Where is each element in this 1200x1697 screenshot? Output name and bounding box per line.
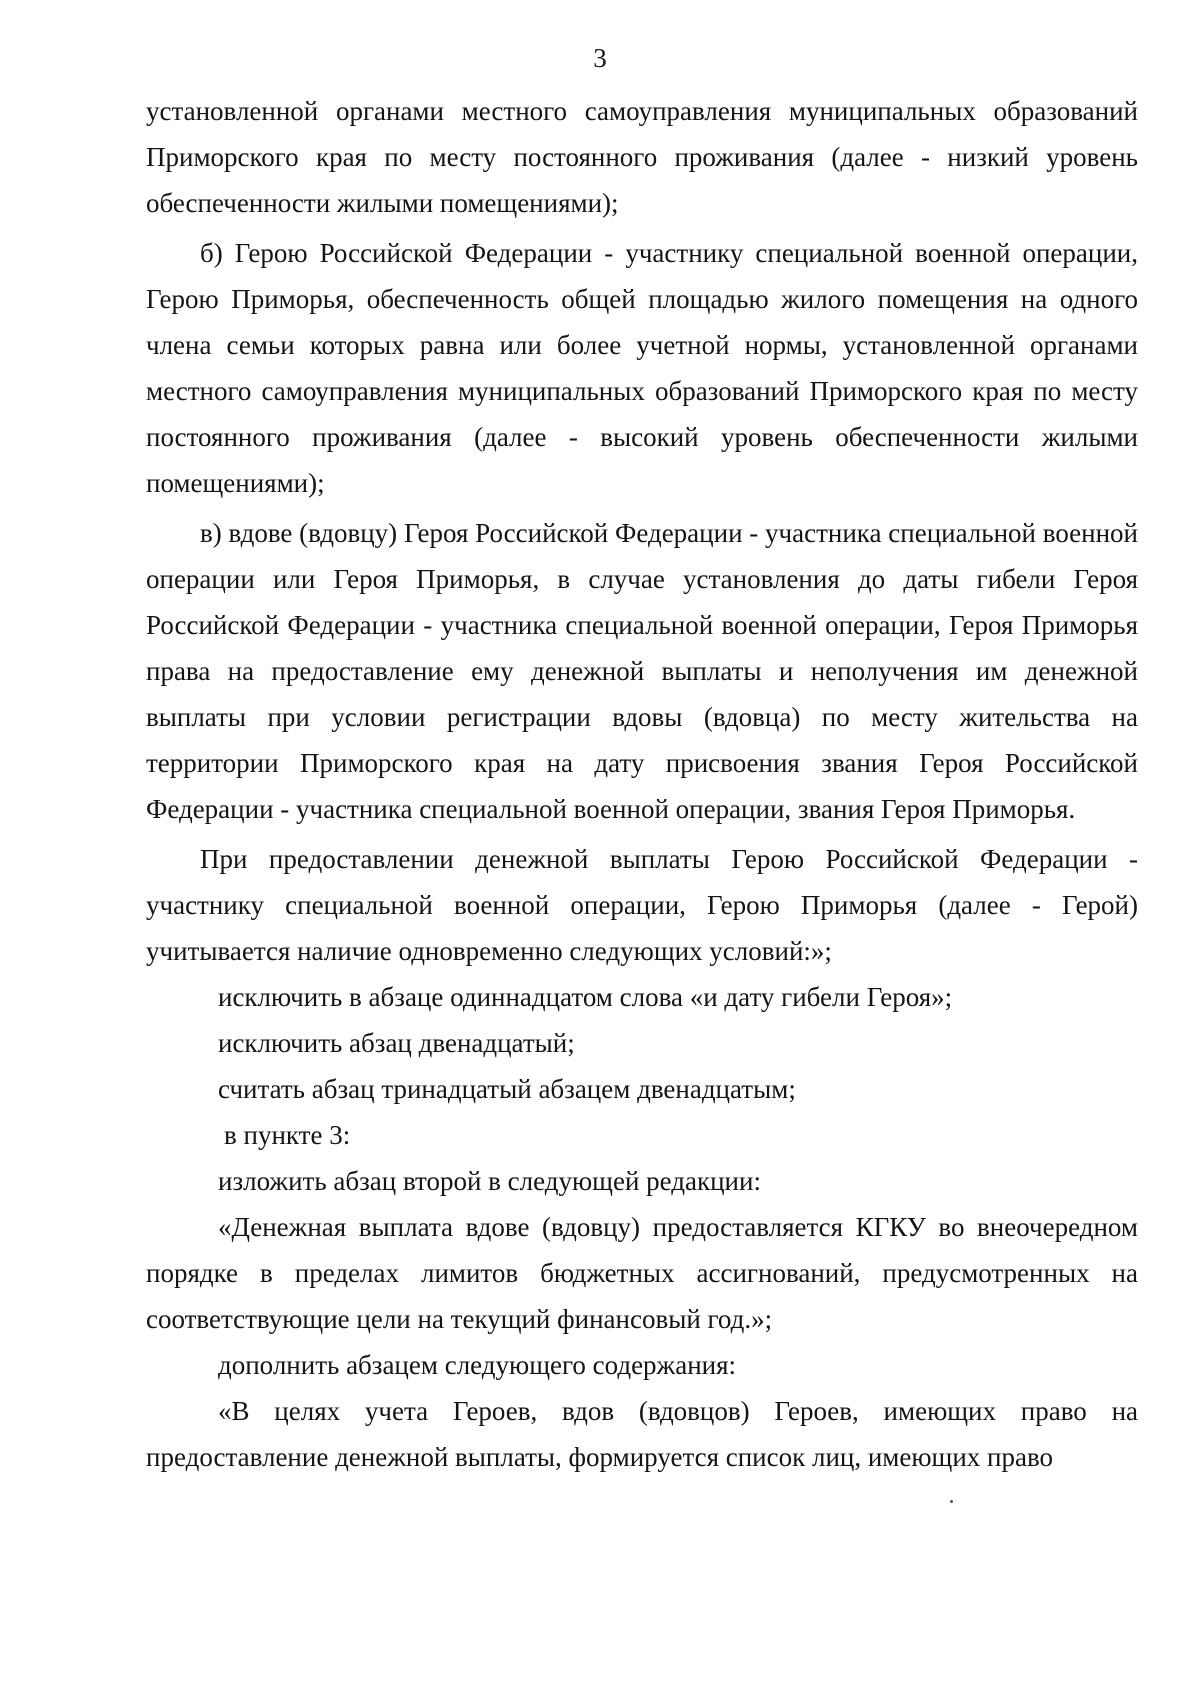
paragraph-conditions: При предоставлении денежной выплаты Герою Российской Федерации - участнику специальной военной операции, Герою Приморья (далее - Герой) учитывается наличие одновременно следующих условий:»;	[146, 844, 1138, 966]
paragraph-item-v: в) вдове (вдовцу) Героя Российской Федерации - участника специальной военной операции или Героя Приморья, в случае установления до даты гибели Героя Российской Федерации - участника специальной военной операции, Героя Приморья права на предоставление ему денежной выплаты и неполучения им денежной выплаты при условии регистрации вдовы (вдовца) по месту жительства на территории Приморского края на дату присвоения звания Героя Российской Федерации - участника специальной военной операции, звания Героя Приморья.	[146, 518, 1138, 824]
page-number: 3	[593, 43, 607, 73]
scan-speck	[950, 1500, 953, 1503]
paragraph-amend-renumber: считать абзац тринадцатый абзацем двенадцатым;	[218, 1074, 796, 1104]
paragraph-item-b: б) Герою Российской Федерации - участнику специальной военной операции, Герою Приморья, обеспеченность общей площадью жилого помещения на одного члена семьи которых равна или более учетной нормы, установленной органами местного самоуправления муниципальных образований Приморского края по месту постоянного проживания (далее - высокий уровень обеспеченности жилыми помещениями);	[146, 238, 1138, 498]
paragraph-quoted-registry: «В целях учета Героев, вдов (вдовцов) Героев, имеющих право на предоставление денежной выплаты, формируется список лиц, имеющих право	[146, 1396, 1138, 1472]
paragraph-amend-restate: изложить абзац второй в следующей редакции:	[218, 1166, 761, 1196]
paragraph-continuation: установленной органами местного самоуправления муниципальных образований Приморского края по месту постоянного проживания (далее - низкий уровень обеспеченности жилыми помещениями);	[146, 96, 1138, 218]
paragraph-amend-exclude-abzac: исключить абзац двенадцатый;	[218, 1028, 575, 1058]
paragraph-amend-add: дополнить абзацем следующего содержания:	[218, 1350, 737, 1380]
paragraph-quoted-payment: «Денежная выплата вдове (вдовцу) предоставляется КГКУ во внеочередном порядке в пределах лимитов бюджетных ассигнований, предусмотренных на соответствующие цели на текущий финансовый год.»;	[146, 1212, 1138, 1334]
paragraph-amend-exclude-words: исключить в абзаце одиннадцатом слова «и дату гибели Героя»;	[218, 982, 953, 1012]
paragraph-point-3: в пункте 3:	[224, 1120, 351, 1150]
document-body	[146, 88, 1138, 1480]
